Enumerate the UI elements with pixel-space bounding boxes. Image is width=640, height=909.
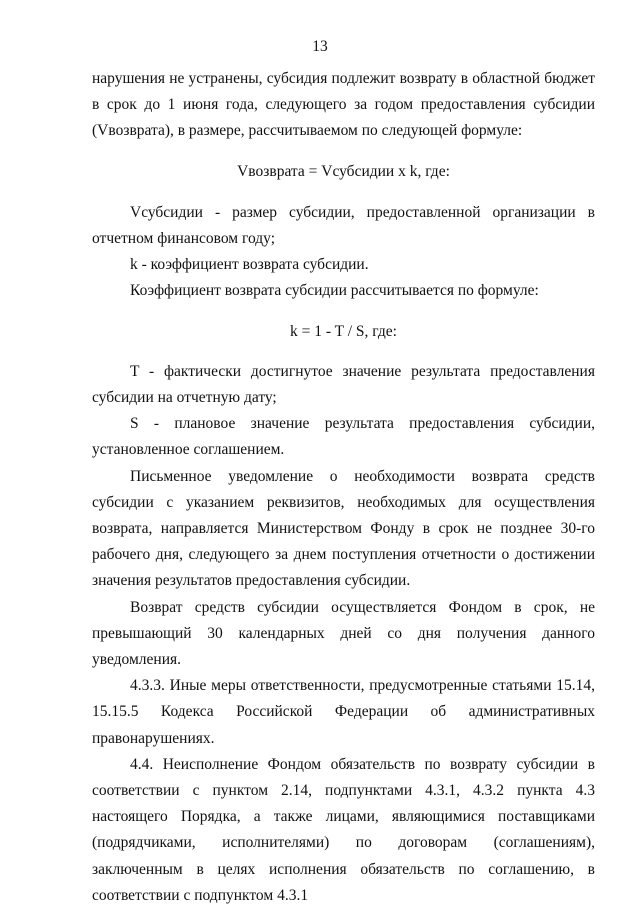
formula-coefficient: k = 1 - T / S, где: (290, 322, 397, 340)
paragraph-4-4: 4.4. Неисполнение Фондом обязательств по возврату субсидии в соответствии с пунктом 2.14, подпунктами 4.3.1, 4.3.2 пункта 4.3 настоящего Порядка, а также лицами, являющимися поставщиками (подрядчиками, исполнителями) по договорам (соглашениям), заключенным в целях исполнения обязательств по соглашению, в соответствии с подпунктом 4.3.1 (92, 755, 595, 904)
paragraph-v-subsidy-definition: Vсубсидии - размер субсидии, предоставленной организации в отчетном финансовом году; (92, 203, 595, 248)
document-body (92, 66, 595, 909)
paragraph-written-notice: Письменное уведомление о необходимости возврата средств субсидии с указанием реквизитов, необходимых для осуществления возврата, направляется Министерством Фонду в срок не позднее 30-го рабочего дня, следующего за днем поступления отчетности о достижении значения результатов предоставления субсидии. (92, 467, 595, 590)
paragraph-k-definition: k - коэффициент возврата субсидии. (130, 256, 369, 274)
paragraph-s-definition: S - плановое значение результата предоставления субсидии, установленное соглашением. (92, 415, 595, 459)
paragraph-4-3-3: 4.3.3. Иные меры ответственности, предусмотренные статьями 15.14, 15.15.5 Кодекса Российской Федерации об административных правонарушениях. (92, 677, 595, 747)
paragraph-continuation: нарушения не устранены, субсидия подлежит возврату в областной бюджет в срок до 1 июня года, следующего за годом предоставления субсидии (Vвозврата), в размере, рассчитываемом по следующей формуле: (92, 70, 595, 140)
page-number: 13 (312, 38, 328, 55)
paragraph-k-formula-intro: Коэффициент возврата субсидии рассчитывается по формуле: (130, 282, 539, 300)
formula-refund-volume: Vвозврата = Vсубсидии x k, где: (237, 162, 450, 180)
paragraph-t-definition: T - фактически достигнутое значение результата предоставления субсидии на отчетную дату; (92, 362, 595, 407)
paragraph-refund-term: Возврат средств субсидии осуществляется Фондом в срок, не превышающий 30 календарных дней со дня получения данного уведомления. (92, 598, 595, 669)
